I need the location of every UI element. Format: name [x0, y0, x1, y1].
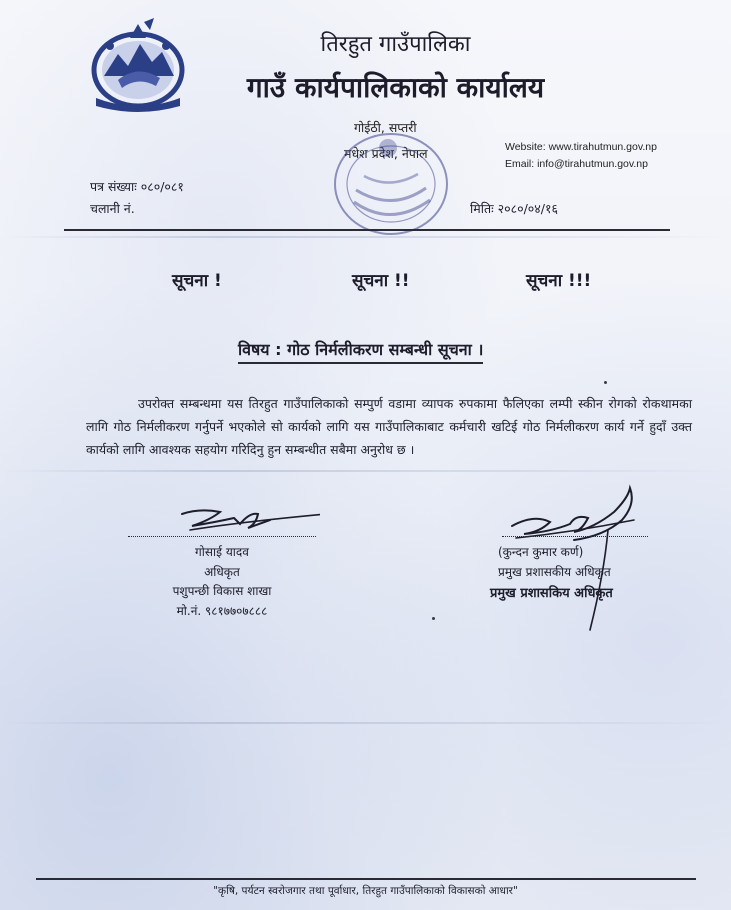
letter-number: पत्र संख्याः ०८०/०८१ — [90, 179, 184, 194]
signatory-left — [0, 543, 444, 621]
paper-speck — [432, 617, 435, 620]
signatory-left-department: पशुपन्छी विकास शाखा — [172, 584, 272, 598]
dispatch-number: चलानी नं. — [90, 201, 135, 216]
signature-left — [130, 500, 320, 540]
subject-line: विषय : गोठ निर्मलीकरण सम्बन्धी सूचना । — [238, 338, 483, 364]
paper-speck — [604, 381, 607, 384]
notice-heading: सूचना !! — [352, 271, 410, 291]
office-name: गाउँ कार्यपालिकाको कार्यालय — [246, 71, 545, 104]
paper-crease — [0, 722, 731, 724]
footer-divider — [36, 878, 696, 880]
email-text: Email: info@tirahutmun.gov.np — [505, 158, 648, 170]
footer-slogan: "कृषि, पर्यटन स्वरोजगार तथा पूर्वाधार, तिरहुत गाउँपालिकाको विकासको आधार" — [213, 885, 518, 897]
paper-crease — [0, 470, 731, 472]
notice-body: उपरोक्त सम्बन्धमा यस तिरहुत गाउँपालिकाको सम्पुर्ण वडामा व्यापक रुपकामा फैलिएका लम्पी स्कीन रोगको रोकथामका लागि गोठ निर्मलीकरण गर्नुपर्ने भएकोले सो कार्यको लागि यस गाउँपालिकाबाट कर्मचारी खटिई गोठ निर्मलीकरण कार्य गर्ने हुदाँ उक्त कार्यको लागि आवश्यक सहयोग गरिदिनु हुन सम्बन्धीत सबैमा अनुरोध छ । — [86, 396, 692, 457]
notice-heading: सूचना !!! — [526, 271, 592, 291]
address-village: गोईठी, सप्तरी — [354, 120, 417, 135]
signatory-left-phone: मो.नं. ९८१७७०७८८८ — [176, 603, 268, 618]
signature-line-right — [502, 536, 648, 537]
letter-date: मितिः २०८०/०४/१६ — [470, 201, 558, 216]
notice-heading: सूचना ! — [172, 271, 222, 291]
website-text: Website: www.tirahutmun.gov.np — [505, 141, 657, 153]
signatory-right-name: (कुन्दन कुमार कर्ण) — [498, 545, 584, 559]
signatory-left-name: गोसाई यादव — [195, 545, 249, 559]
signatory-right — [498, 543, 611, 582]
signature-line-left — [128, 536, 316, 537]
office-seal-stamp — [326, 124, 456, 242]
signatory-right-title: प्रमुख प्रशासकीय अधिकृत — [498, 564, 611, 579]
header-divider — [64, 229, 670, 231]
address-province: मधेश प्रदेश, नेपाल — [344, 146, 428, 161]
designation-stamp: प्रमुख प्रशासकिय अधिकृत — [490, 586, 613, 601]
municipality-name: तिरहुत गाउँपालिका — [320, 32, 471, 57]
signatory-left-title: अधिकृत — [204, 564, 240, 579]
